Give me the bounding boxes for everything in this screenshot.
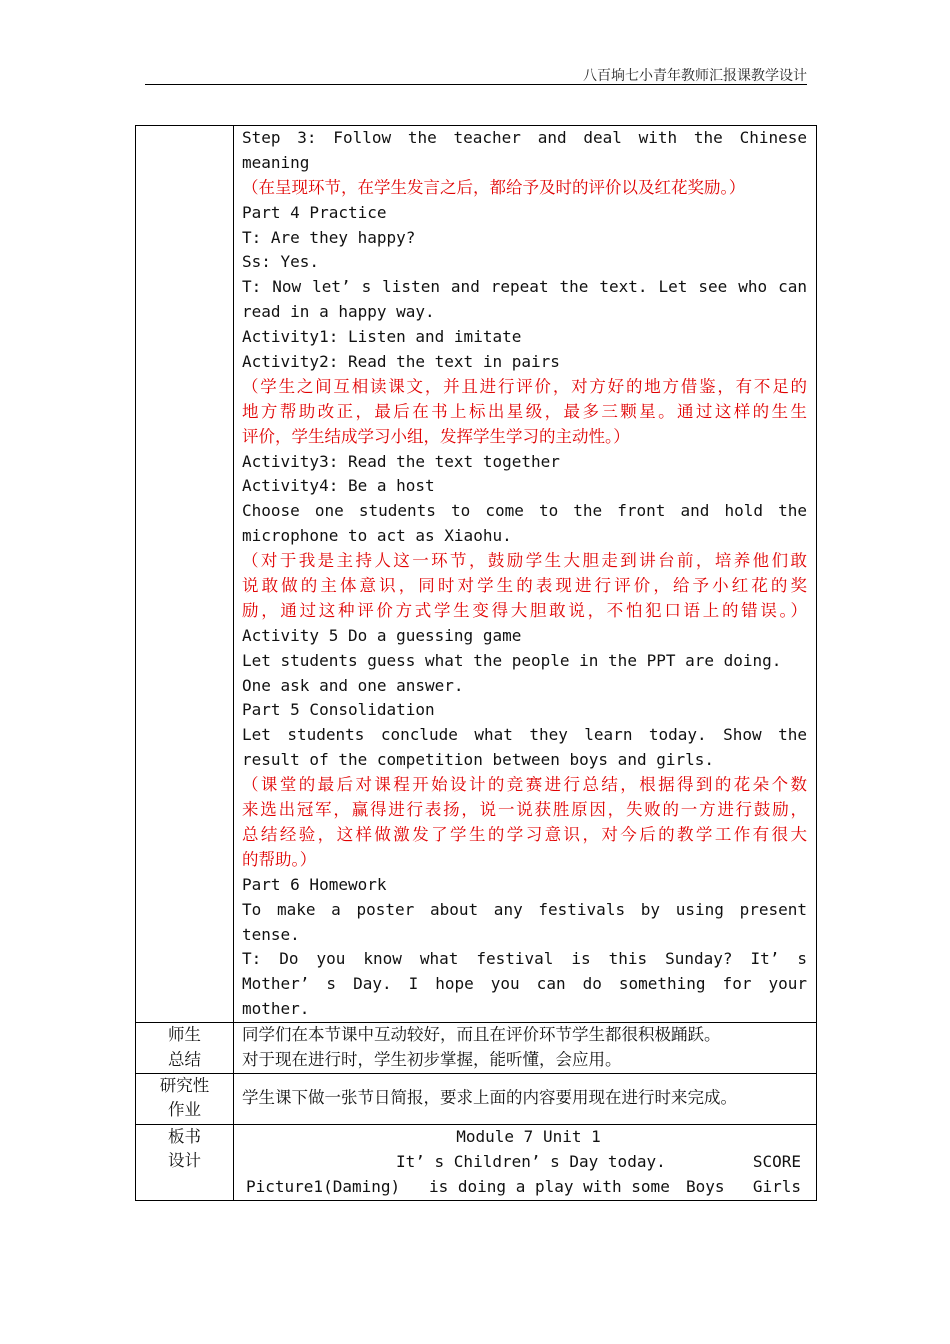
research-homework-text: 学生课下做一张节日简报，要求上面的内容要用现在进行时来完成。: [242, 1087, 737, 1107]
summary-line: 同学们在本节课中互动较好，而且在评价环节学生都很积极踊跃。: [242, 1025, 721, 1045]
activity-detail: One ask and one answer.: [242, 675, 464, 695]
board-design-label-line: 设计: [168, 1151, 201, 1171]
activity-line: Activity2: Read the text in pairs: [242, 352, 560, 372]
lesson-plan-table: [135, 125, 817, 1201]
dialogue-line: Mother’ s Day. I hope you can do something for your: [242, 974, 807, 994]
research-homework-label-line: 研究性: [159, 1075, 210, 1095]
homework-line: To make a poster about any festivals by using present: [242, 899, 807, 919]
board-subtitle: It’ s Children’ s Day today.: [396, 1151, 666, 1171]
score-boys: Boys: [686, 1176, 725, 1196]
summary-row: [136, 1023, 817, 1074]
board-design-content-cell: [234, 1124, 817, 1200]
activity-line: Activity1: Listen and imitate: [242, 327, 522, 347]
summary-content-cell: [234, 1023, 817, 1074]
teacher-comment: 说敢做的主体意识，同时对学生的表现进行评价，给予小红花的奖: [242, 576, 807, 596]
procedure-content: [234, 126, 816, 1022]
dialogue-line-cont: mother.: [242, 999, 310, 1019]
board-design-content: [234, 1125, 816, 1200]
teacher-comment: 来选出冠军，赢得进行表扬，说一说获胜原因，失败的一方进行鼓励，: [242, 800, 807, 820]
part-heading: Part 4 Practice: [242, 202, 387, 222]
activity-line: Activity3: Read the text together: [242, 451, 560, 471]
picture-label: Picture1(Daming): [246, 1176, 401, 1196]
procedure-content-cell: [234, 126, 817, 1023]
research-homework-label-line: 作业: [168, 1100, 201, 1120]
board-subtitle-row: [242, 1150, 807, 1175]
teacher-comment: （对于我是主持人这一环节，鼓励学生大胆走到讲台前，培养他们敢: [242, 551, 807, 571]
research-homework-content-cell: [234, 1073, 817, 1124]
activity-line: Activity4: Be a host: [242, 476, 435, 496]
dialogue-line: T: Are they happy?: [242, 227, 416, 247]
homework-line-cont: tense.: [242, 924, 300, 944]
teacher-comment: 评价，学生结成学习小组，发挥学生学习的主动性。）: [242, 426, 630, 446]
activity-line: Activity 5 Do a guessing game: [242, 625, 522, 645]
header-title: 八百垧七小青年教师汇报课教学设计: [583, 68, 807, 84]
teacher-comment: 的帮助。）: [242, 849, 317, 869]
research-homework-content: [234, 1074, 816, 1111]
teacher-comment: （学生之间互相读课文，并且进行评价，对方好的地方借鉴，有不足的: [242, 376, 807, 396]
board-design-label-cell: [136, 1124, 234, 1200]
board-design-label-line: 板书: [168, 1126, 201, 1146]
summary-label-line: 总结: [168, 1049, 201, 1069]
board-title: Module 7 Unit 1: [456, 1126, 601, 1146]
board-design-row: [136, 1124, 817, 1200]
procedure-label-cell: [136, 126, 234, 1023]
part-heading: Part 5 Consolidation: [242, 700, 435, 720]
board-design-label: [136, 1125, 233, 1174]
teacher-comment: （在呈现环节，在学生发言之后，都给予及时的评价以及红花奖励。）: [242, 177, 746, 197]
teacher-comment: 总结经验，这样做激发了学生的学习意识，对今后的教学工作有很大: [242, 824, 807, 844]
research-homework-row: [136, 1073, 817, 1124]
step3-line: Step 3: Follow the teacher and deal with the Chinese: [242, 128, 807, 147]
board-picture-row: [242, 1175, 807, 1200]
consolidation-line-cont: result of the competition between boys and girls.: [242, 750, 715, 770]
teacher-comment: 地方帮助改正，最后在书上标出星级，最多三颗星。通过这样的生生: [242, 401, 807, 421]
summary-label-line: 师生: [168, 1025, 201, 1045]
score-heading: SCORE: [752, 1151, 801, 1171]
step3-line-cont: meaning: [242, 152, 310, 172]
picture-description: is doing a play with some: [429, 1176, 670, 1196]
dialogue-line: Ss: Yes.: [242, 252, 320, 272]
procedure-row: [136, 126, 817, 1023]
dialogue-line: T: Now let’ s listen and repeat the text. Let see who can: [242, 277, 807, 297]
research-homework-label: [136, 1074, 233, 1123]
dialogue-line-cont: read in a happy way.: [242, 302, 435, 322]
teacher-comment: （课堂的最后对课程开始设计的竞赛进行总结，根据得到的花朵个数: [242, 775, 807, 795]
summary-content: [234, 1023, 816, 1073]
score-girls: Girls: [752, 1176, 801, 1196]
activity-detail: Choose one students to come to the front and hold the: [242, 501, 807, 521]
activity-detail: Let students guess what the people in the PPT are doing.: [242, 650, 782, 670]
teacher-comment: 励，通过这种评价方式学生变得大胆敢说，不怕犯口语上的错误。）: [242, 600, 807, 620]
research-homework-label-cell: [136, 1073, 234, 1124]
consolidation-line: Let students conclude what they learn today. Show the: [242, 725, 807, 745]
activity-detail-cont: microphone to act as Xiaohu.: [242, 526, 512, 546]
page-header: [145, 62, 807, 85]
summary-label: [136, 1023, 233, 1072]
summary-line: 对于现在进行时，学生初步掌握，能听懂，会应用。: [242, 1049, 622, 1069]
dialogue-line: T: Do you know what festival is this Sunday? It’ s: [242, 949, 807, 969]
part-heading: Part 6 Homework: [242, 874, 387, 894]
summary-label-cell: [136, 1023, 234, 1074]
